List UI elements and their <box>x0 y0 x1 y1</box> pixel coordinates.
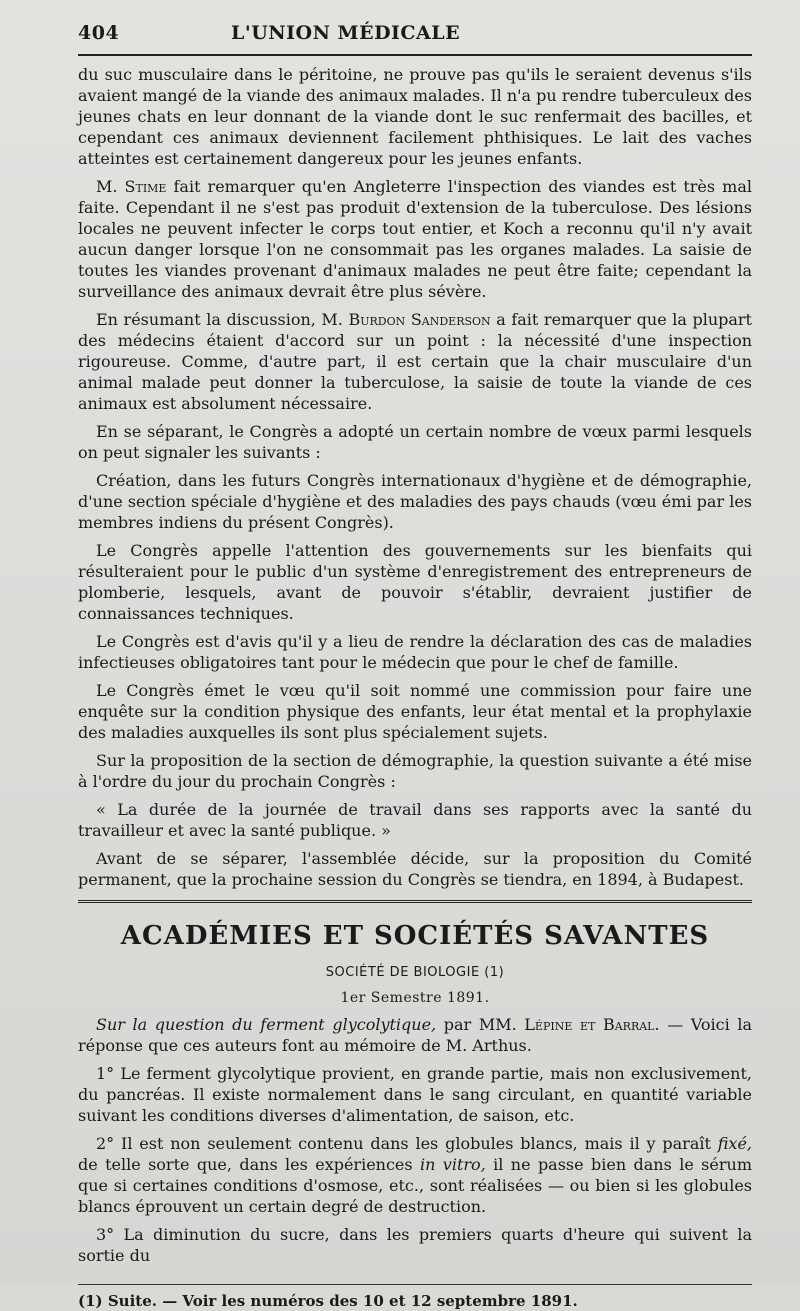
italic-word: in vitro, <box>420 1155 486 1174</box>
paragraph-text: 2° Il est non seulement contenu dans les globules blancs, mais il y paraît <box>96 1134 711 1153</box>
paragraph: Le Congrès émet le vœu qu'il soit nommé une commission pour faire une enquête sur la condition physique des enfants, leur état mental et la prophylaxie des maladies auxquelles ils sont plus spécialement sujets. <box>78 681 752 742</box>
section-divider <box>78 900 752 907</box>
paragraph-text: il ne passe bien dans le sérum que si certaines conditions d'osmose, etc., sont réalisées — ou bien si les globules blancs éprouvent un certain degré de destruction. <box>78 1155 752 1216</box>
author-name: M. Stime <box>96 177 167 196</box>
society-heading: SOCIÉTÉ DE BIOLOGIE (1) <box>325 965 505 980</box>
point-2 <box>78 1133 752 1217</box>
paragraph: Sur la proposition de la section de démographie, la question suivante a été mise à l'ordre du jour du prochain Congrès : <box>78 751 752 791</box>
paragraph: « La durée de la journée de travail dans ses rapports avec la santé du travailleur et avec la santé publique. » <box>78 800 752 840</box>
point-1: 1° Le ferment glycolytique provient, en grande partie, mais non exclusivement, du pancréas. Il existe normalement dans le sang circulant, en quantité variable suivant les conditions diverses d'alimentation, de saison, etc. <box>78 1064 752 1125</box>
paragraph-text: par MM. <box>443 1015 517 1034</box>
footnote: (1) Suite. — Voir les numéros des 10 et 12 septembre 1891. <box>78 1292 578 1310</box>
journal-title: L'UNION MÉDICALE <box>231 22 461 44</box>
paragraph-sanderson <box>78 309 752 414</box>
paragraph-text: En résumant la discussion, M. <box>96 310 343 329</box>
paragraph-text: fait remarquer qu'en Angleterre l'inspection des viandes est très mal faite. Cependant il ne s'est pas produit d'extension de la tuberculose. Des lésions locales ne peuvent infecter le corps tout entier, et Koch a reconnu qu'il n'y avait aucun danger lorsque l'on ne consommait pas les organes malades. La saisie de toutes les viandes provenant d'animaux malades ne peut être faite; cependant la surveillance des animaux devrait être plus sévère. <box>78 177 752 301</box>
paragraph-text: — Voici la réponse que ces auteurs font au mémoire de M. Arthus. <box>78 1015 752 1055</box>
semester-heading: 1er Semestre 1891. <box>340 990 490 1006</box>
italic-word: fixé, <box>717 1134 752 1153</box>
page-number: 404 <box>78 22 120 44</box>
running-head <box>78 22 752 52</box>
paragraph: Création, dans les futurs Congrès internationaux d'hygiène et de démographie, d'une section spéciale d'hygiène et des maladies des pays chauds (vœu émi par les membres indiens du présent Congrès). <box>78 471 752 532</box>
paragraph: En se séparant, le Congrès a adopté un certain nombre de vœux parmi lesquels on peut signaler les suivants : <box>78 422 752 462</box>
point-3: 3° La diminution du sucre, dans les premiers quarts d'heure qui suivent la sortie du <box>78 1225 752 1265</box>
author-names: Lépine et Barral. <box>524 1015 660 1034</box>
paragraph: Le Congrès appelle l'attention des gouvernements sur les bienfaits qui résulteraient pour le public d'un système d'enregistrement des entrepreneurs de plomberie, lesquels, avant de pouvoir s'établir, devraient justifier de connaissances techniques. <box>78 541 752 623</box>
intro-italic: Sur la question du ferment glycolytique, <box>96 1015 437 1034</box>
author-name: Burdon Sanderson <box>348 310 491 329</box>
paragraph: Avant de se séparer, l'assemblée décide, sur la proposition du Comité permanent, que la prochaine session du Congrès se tiendra, en 1894, à Budapest. <box>78 849 752 889</box>
paragraph-intro <box>78 1014 752 1056</box>
paragraph: du suc musculaire dans le péritoine, ne prouve pas qu'ils le seraient devenus s'ils avaient mangé de la viande des animaux malades. Il n'a pu rendre tuberculeux des jeunes chats en leur donnant de la viande dont le suc renfermait des bacilles, et cependant ces animaux deviennent facilement phthisiques. Le lait des vaches atteintes est certainement dangereux pour les jeunes enfants. <box>78 65 752 168</box>
section-title: ACADÉMIES ET SOCIÉTÉS SAVANTES <box>120 921 710 951</box>
header-rule <box>78 54 752 56</box>
paragraph-stime <box>78 176 752 302</box>
paragraph-text: de telle sorte que, dans les expériences <box>78 1155 413 1174</box>
paragraph-text: a fait remarquer que la plupart des médecins étaient d'accord sur un point : la nécessité d'une inspection rigoureuse. Comme, d'autre part, il est certain que la chair musculaire d'un animal malade peut donner la tuberculose, la saisie de toute la viande de ces animaux est absolument nécessaire. <box>78 310 752 413</box>
paragraph: Le Congrès est d'avis qu'il y a lieu de rendre la déclaration des cas de maladies infectieuses obligatoires tant pour le médecin que pour le chef de famille. <box>78 632 752 672</box>
